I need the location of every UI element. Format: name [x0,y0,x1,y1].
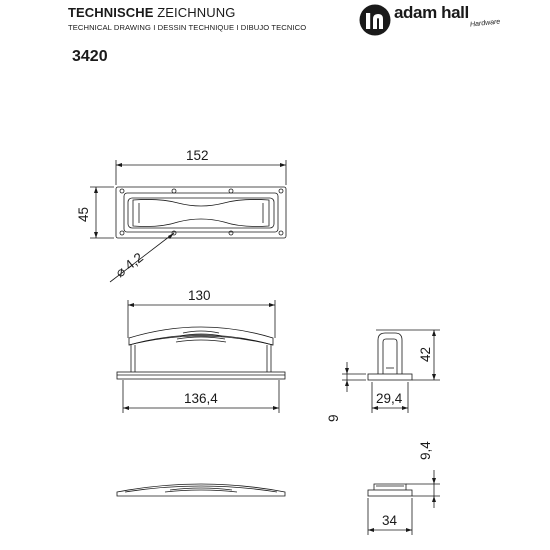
mounting-hole [279,189,283,193]
drawing-title-bold: TECHNISCHE [68,5,154,20]
mounting-hole [229,189,233,193]
folded-front-view [117,484,285,496]
dim-top-width: 152 [186,148,209,163]
drawing-title-rest: ZEICHNUNG [153,5,236,20]
dim-top-height: 45 [76,206,91,222]
dim-side-plate-thickness: 9 [326,414,341,422]
mounting-hole [120,231,124,235]
dim-side2-height: 9,4 [418,441,433,460]
brand-tagline: Hardware [469,18,501,29]
mounting-hole [120,189,124,193]
part-number: 3420 [72,48,108,65]
drawing-subtitle: TECHNICAL DRAWING I DESSIN TECHNIQUE I DIBUJO TECNICO [68,23,307,32]
mounting-hole [279,231,283,235]
mounting-hole [172,189,176,193]
dim-side2-width: 34 [382,513,398,528]
brand-name: adam hall [394,3,469,22]
dim-handle-width: 130 [188,288,211,303]
side-view-2 [368,470,440,535]
dim-side-width: 29,4 [376,391,403,406]
dim-plate-width: 136,4 [184,391,218,406]
dim-hole-diameter: ⌀ 4,2 [112,249,147,281]
dim-side-height: 42 [418,346,433,362]
